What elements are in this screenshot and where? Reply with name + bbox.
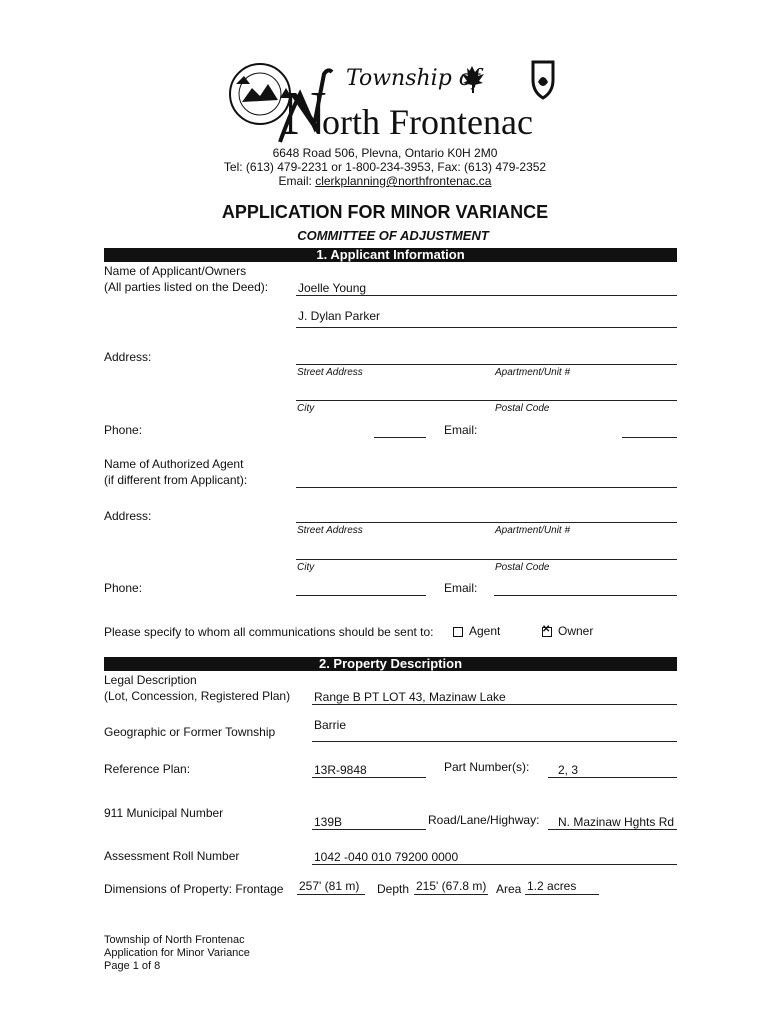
- owner-1-field[interactable]: Joelle Young: [298, 281, 367, 295]
- owners-label-2: (All parties listed on the Deed):: [104, 280, 269, 294]
- agent-street-caption: Street Address: [297, 525, 363, 536]
- agent-city-caption: City: [297, 562, 315, 573]
- footer-line-1: Township of North Frontenac: [104, 934, 245, 946]
- owner-checkbox[interactable]: [542, 627, 552, 637]
- comm-agent-label: Agent: [469, 624, 501, 638]
- frontage-field[interactable]: 257' (81 m): [299, 879, 360, 893]
- header-address: 6648 Road 506, Plevna, Ontario K0H 2M0: [272, 146, 498, 160]
- part-number-field[interactable]: 2, 3: [558, 763, 579, 777]
- email-label: Email:: [444, 423, 478, 437]
- agent-label-1: Name of Authorized Agent: [104, 457, 244, 471]
- header-email-link[interactable]: clerkplanning@northfrontenac.ca: [315, 174, 492, 188]
- road-field[interactable]: N. Mazinaw Hghts Rd: [558, 815, 675, 829]
- township-underline: [312, 741, 677, 742]
- page-subtitle: COMMITTEE OF ADJUSTMENT: [297, 228, 489, 243]
- township-field[interactable]: Barrie: [314, 718, 347, 732]
- frontage-underline: [297, 894, 365, 895]
- road-label: Road/Lane/Highway:: [428, 813, 540, 827]
- municipal-number-label: 911 Municipal Number: [104, 806, 224, 820]
- legal-description-field[interactable]: Range B PT LOT 43, Mazinaw Lake: [314, 690, 506, 704]
- assessment-underline: [312, 864, 677, 865]
- owner-2-field[interactable]: J. Dylan Parker: [298, 309, 381, 323]
- agent-street-field[interactable]: [296, 522, 677, 523]
- page-title: APPLICATION FOR MINOR VARIANCE: [221, 202, 549, 222]
- comm-agent-option[interactable]: [453, 624, 500, 638]
- reference-plan-label: Reference Plan:: [104, 762, 191, 776]
- street-address-caption: Street Address: [297, 367, 363, 378]
- agent-name-field[interactable]: [296, 487, 677, 488]
- road-underline: [548, 829, 677, 830]
- area-label: Area: [496, 882, 522, 896]
- reference-plan-field[interactable]: 13R-9848: [314, 763, 367, 777]
- footer-page-number: Page 1 of 8: [104, 960, 161, 972]
- part-number-label: Part Number(s):: [444, 760, 530, 774]
- logo-text-main: orth Frontenac: [322, 102, 533, 142]
- agent-email-label: Email:: [444, 581, 478, 595]
- agent-postal-caption: Postal Code: [495, 562, 550, 573]
- area-underline: [525, 894, 599, 895]
- agent-email-field[interactable]: [494, 595, 677, 596]
- agent-city-postal-field[interactable]: [296, 559, 677, 560]
- municipal-number-field[interactable]: 139B: [314, 815, 343, 829]
- agent-apartment-caption: Apartment/Unit #: [495, 525, 571, 536]
- email-field[interactable]: [622, 437, 677, 438]
- dimensions-label: Dimensions of Property: Frontage: [104, 882, 284, 896]
- owner-1-underline: [296, 295, 677, 296]
- reference-plan-underline: [312, 777, 426, 778]
- assessment-roll-label: Assessment Roll Number: [104, 849, 240, 863]
- depth-field[interactable]: 215' (67.8 m): [416, 879, 487, 893]
- agent-label-2: (if different from Applicant):: [104, 473, 248, 487]
- logo-text-township: Township of: [346, 66, 481, 91]
- legal-label-2: (Lot, Concession, Registered Plan): [104, 689, 291, 703]
- header-email-row: [0, 174, 770, 188]
- depth-underline: [414, 894, 488, 895]
- address-label: Address:: [104, 350, 152, 364]
- footer-line-2: Application for Minor Variance: [104, 947, 250, 959]
- owners-label-1: Name of Applicant/Owners: [104, 264, 247, 278]
- logo-initial: N: [282, 80, 327, 148]
- city-caption: City: [297, 403, 315, 414]
- assessment-roll-field[interactable]: 1042 -040 010 79200 0000: [314, 850, 459, 864]
- legal-underline: [312, 704, 677, 705]
- township-label: Geographic or Former Township: [104, 725, 276, 739]
- legal-label-1: Legal Description: [104, 673, 197, 687]
- phone-field[interactable]: [374, 437, 426, 438]
- area-field[interactable]: 1.2 acres: [527, 879, 577, 893]
- header-phone-fax: Tel: (613) 479-2231 or 1-800-234-3953, Fax: (613) 479-2352: [223, 160, 547, 174]
- comm-owner-label: Owner: [558, 624, 594, 638]
- communications-label: Please specify to whom all communications should be sent to:: [104, 625, 434, 639]
- street-address-field[interactable]: [296, 364, 677, 365]
- part-number-underline: [548, 777, 677, 778]
- agent-phone-field[interactable]: [296, 595, 426, 596]
- depth-label: Depth: [377, 882, 410, 896]
- section2-heading: 2. Property Description: [104, 657, 677, 671]
- apartment-caption: Apartment/Unit #: [495, 367, 571, 378]
- agent-checkbox[interactable]: [453, 627, 463, 637]
- header-email-label: Email:: [278, 174, 312, 188]
- agent-phone-label: Phone:: [104, 581, 143, 595]
- owner-2-underline: [296, 327, 677, 328]
- agent-address-label: Address:: [104, 509, 152, 523]
- comm-owner-option[interactable]: [542, 624, 593, 638]
- section1-heading: 1. Applicant Information: [104, 248, 677, 262]
- postal-code-caption: Postal Code: [495, 403, 550, 414]
- municipal-underline: [312, 829, 426, 830]
- city-postal-field[interactable]: [296, 400, 677, 401]
- phone-label: Phone:: [104, 423, 143, 437]
